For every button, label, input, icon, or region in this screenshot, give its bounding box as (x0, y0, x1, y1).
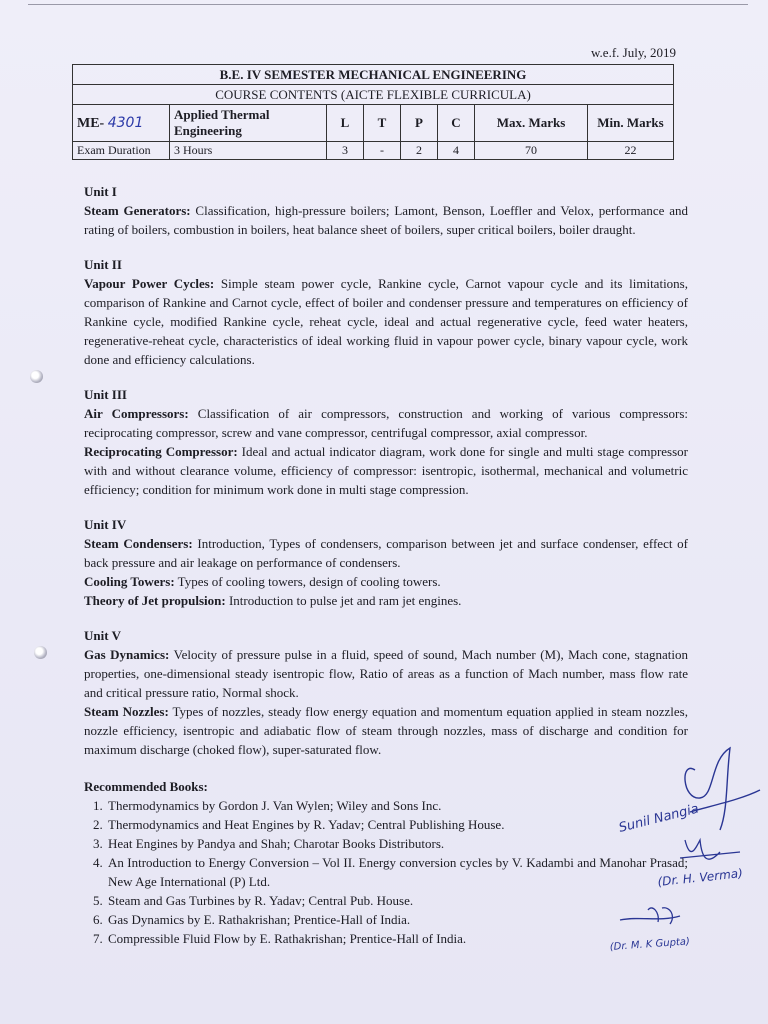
punch-hole (34, 646, 47, 659)
signatures-block (600, 740, 765, 970)
signature-1: Sunil Nangia (617, 801, 701, 836)
topic-title: Cooling Towers: (84, 574, 175, 589)
topic-text: Types of cooling towers, design of cooling towers. (174, 574, 441, 589)
unit-topic (84, 645, 688, 702)
topic-title: Steam Nozzles: (84, 704, 169, 719)
page-edge-line (28, 4, 748, 5)
unit-topic (84, 572, 688, 591)
book-item: 1. Thermodynamics by Gordon J. Van Wylen; Wiley and Sons Inc. (106, 796, 688, 815)
unit-topic (84, 201, 688, 239)
unit-topic (84, 591, 688, 610)
topic-title: Gas Dynamics: (84, 647, 170, 662)
value-C: 4 (438, 142, 475, 160)
topic-title: Steam Generators: (84, 203, 191, 218)
topic-text: Simple steam power cycle, Rankine cycle, Carnot vapour cycle and its limitations, comparison of Rankine and Carnot cycle, effect of boiler and condenser pressure and temperatures on efficiency of Rankine cycle, modified Rankine cycle, reheat cycle, ideal and actual regenerative cycle, feed water heaters, regenerative-reheat cycle, characteristics of ideal working fluid in vapour power cycle, binary vapour cycle, work done and efficiency calculations. (84, 276, 688, 367)
topic-title: Reciprocating Compressor: (84, 444, 238, 459)
program-title: B.E. IV SEMESTER MECHANICAL ENGINEERING (73, 65, 674, 85)
book-item: 2. Thermodynamics and Heat Engines by R. Yadav; Central Publishing House. (106, 815, 688, 834)
unit-heading: Unit V (84, 628, 121, 643)
signature-scribble (680, 840, 740, 859)
unit-heading: Unit IV (84, 517, 127, 532)
topic-text: Classification of air compressors, construction and working of various compressors: reciprocating compressor, screw and vane compressor, centrifugal compressor, axial compressor. (84, 406, 688, 440)
book-item: 6. Gas Dynamics by E. Rathakrishan; Prentice-Hall of India. (106, 910, 688, 929)
unit-topic (84, 534, 688, 572)
book-item: 7. Compressible Fluid Flow by E. Rathakrishan; Prentice-Hall of India. (106, 929, 688, 948)
book-item: 5. Steam and Gas Turbines by R. Yadav; Central Pub. House. (106, 891, 688, 910)
signature-3: (Dr. M. K Gupta) (609, 936, 691, 953)
value-min-marks: 22 (588, 142, 674, 160)
books-list (84, 796, 688, 948)
col-T: T (364, 105, 401, 142)
topic-title: Air Compressors: (84, 406, 189, 421)
unit-topic (84, 404, 688, 442)
topic-title: Steam Condensers: (84, 536, 193, 551)
value-L: 3 (327, 142, 364, 160)
signature-scribble (685, 748, 760, 830)
course-header-table (72, 64, 674, 160)
course-name: Applied Thermal Engineering (170, 105, 327, 142)
topic-title: Vapour Power Cycles: (84, 276, 215, 291)
topic-text: Types of nozzles, steady flow energy equation and momentum equation applied in steam nozzles, nozzle efficiency, isentropic and adiabatic flow of steam through nozzles, mass of discharge and condition for maximum discharge (choked flow), super-saturated flow. (84, 704, 688, 757)
topic-text: Ideal and actual indicator diagram, work done for single and multi stage compressor with and without clearance volume, efficiency of compressor: isentropic, isothermal, mechanical and volumetric efficiency; condition for minimum work done in multi stage compression. (84, 444, 689, 497)
signatures-svg (600, 740, 765, 970)
unit-topic (84, 274, 688, 369)
col-min-marks: Min. Marks (588, 105, 674, 142)
book-item: 3. Heat Engines by Pandya and Shah; Charotar Books Distributors. (106, 834, 688, 853)
value-max-marks: 70 (475, 142, 588, 160)
topic-text: Velocity of pressure pulse in a fluid, speed of sound, Mach number (M), Mach cone, stagnation properties, one-dimensional steady isentropic flow, Ratio of areas as a function of Mach number, mass flow rate and critical pressure ratio, Normal shock. (84, 647, 688, 700)
curriculum-subtitle: COURSE CONTENTS (AICTE FLEXIBLE CURRICULA) (73, 85, 674, 105)
unit-heading: Unit II (84, 257, 122, 272)
unit-heading: Unit III (84, 387, 127, 402)
books-heading: Recommended Books: (84, 779, 208, 794)
topic-text: Classification, high-pressure boilers; Lamont, Benson, Loeffler and Velox, performance and rating of boilers, combustion in boilers, heat balance sheet of boilers, super critical boilers, boiler draught. (84, 203, 688, 237)
course-content (84, 182, 688, 948)
topic-text: Introduction, Types of condensers, comparison between jet and surface condenser, effect of back pressure and air leakage on performance of condensers. (84, 536, 688, 570)
topic-text: Introduction to pulse jet and ram jet engines. (225, 593, 462, 608)
col-L: L (327, 105, 364, 142)
col-C: C (438, 105, 475, 142)
topic-title: Theory of Jet propulsion: (84, 593, 226, 608)
course-code-handwritten: 4301 (107, 114, 144, 131)
unit-heading: Unit I (84, 184, 117, 199)
punch-hole (30, 370, 43, 383)
value-P: 2 (401, 142, 438, 160)
signature-2: (Dr. H. Verma) (656, 866, 744, 889)
course-code-prefix: ME- (77, 115, 105, 131)
unit-topic (84, 442, 688, 499)
exam-duration-value: 3 Hours (170, 142, 327, 160)
col-max-marks: Max. Marks (475, 105, 588, 142)
book-item: 4. An Introduction to Energy Conversion – Vol II. Energy conversion cycles by V. Kadambi and Manohar Prasad; New Age International (P) Ltd. (106, 853, 688, 891)
unit-topic (84, 702, 688, 759)
exam-duration-label: Exam Duration (73, 142, 170, 160)
signature-scribble (620, 908, 680, 924)
effective-date: w.e.f. July, 2019 (591, 45, 676, 60)
col-P: P (401, 105, 438, 142)
course-code (73, 105, 170, 142)
value-T: - (364, 142, 401, 160)
